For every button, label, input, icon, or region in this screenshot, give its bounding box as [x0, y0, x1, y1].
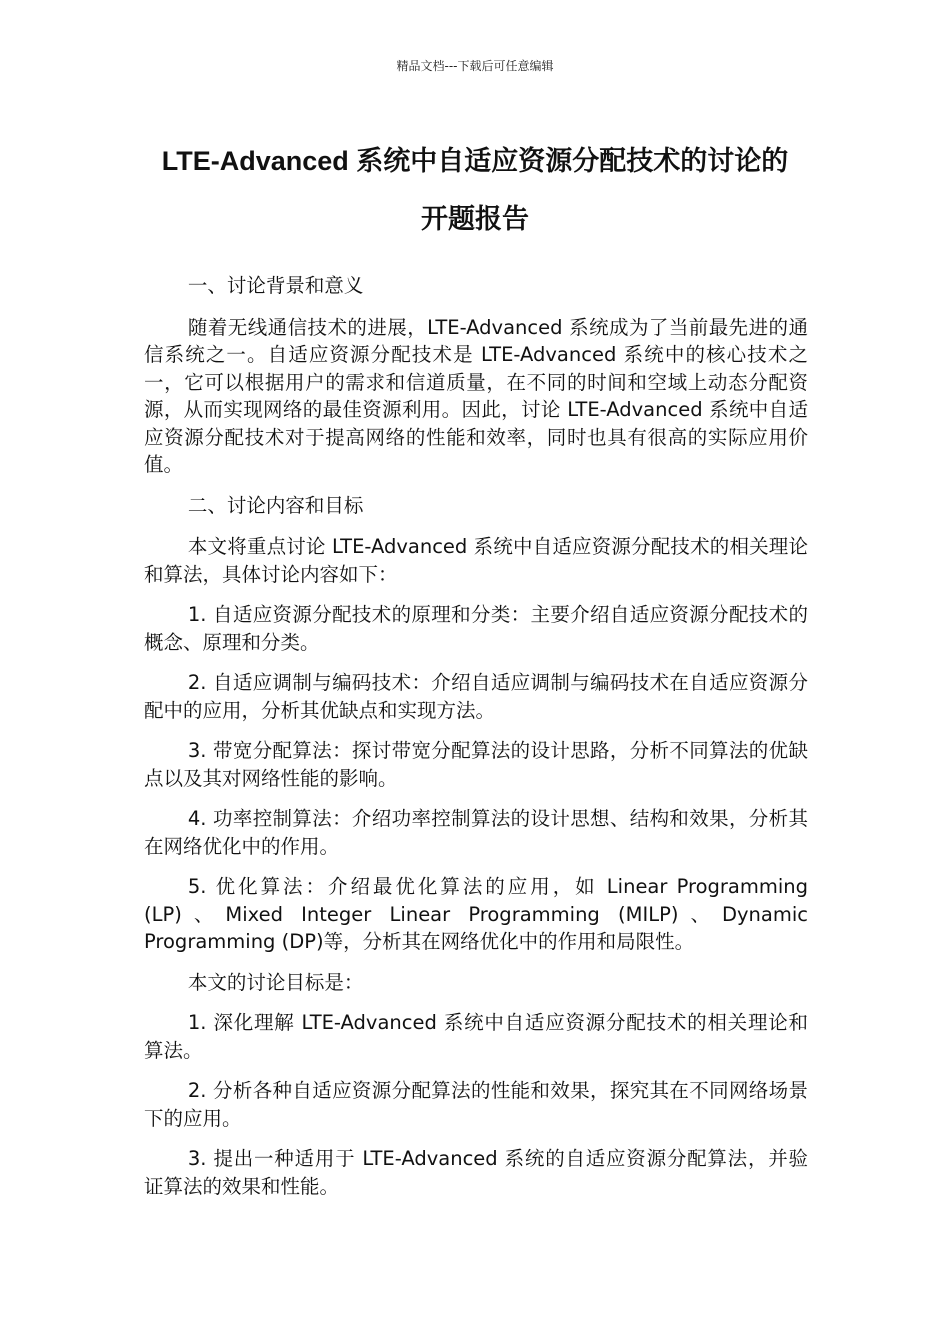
- content-item-4: 4. 功率控制算法：介绍功率控制算法的设计思想、结构和效果，分析其在网络优化中的作用。: [144, 807, 808, 858]
- content-item-5: 5. 优化算法：介绍最优化算法的应用，如 Linear Programming (LP)、Mixed Integer Linear Programming (MILP)、Dynamic Programming (DP)等，分析其在网络优化中的作用和局限性。: [144, 875, 808, 953]
- title-line-1: LTE-Advanced 系统中自适应资源分配技术的讨论的: [161, 146, 789, 176]
- title-line-2: 开题报告: [421, 204, 529, 234]
- content-item-3: 3. 带宽分配算法：探讨带宽分配算法的设计思路，分析不同算法的优缺点以及其对网络性能的影响。: [144, 739, 808, 790]
- goals-intro: 本文的讨论目标是：: [187, 970, 364, 994]
- content-item-1: 1. 自适应资源分配技术的原理和分类：主要介绍自适应资源分配技术的概念、原理和分类。: [144, 603, 808, 654]
- section-1-heading: 一、讨论背景和意义: [187, 274, 364, 297]
- goal-item-3: 3. 提出一种适用于 LTE-Advanced 系统的自适应资源分配算法，并验证算法的效果和性能。: [144, 1147, 808, 1198]
- goal-item-1: 1. 深化理解 LTE-Advanced 系统中自适应资源分配技术的相关理论和算法。: [144, 1011, 808, 1062]
- document-title: [120, 132, 830, 248]
- header-note: 精品文档---下载后可任意编辑: [396, 59, 554, 73]
- document-body: [144, 272, 808, 1213]
- content-item-2: 2. 自适应调制与编码技术：介绍自适应调制与编码技术在自适应资源分配中的应用，分析其优缺点和实现方法。: [144, 671, 808, 722]
- goal-item-2: 2. 分析各种自适应资源分配算法的性能和效果，探究其在不同网络场景下的应用。: [144, 1079, 808, 1130]
- section-2-heading: 二、讨论内容和目标: [187, 493, 364, 517]
- section-1-body: 随着无线通信技术的进展，LTE-Advanced 系统成为了当前最先进的通信系统之一。自适应资源分配技术是 LTE-Advanced 系统中的核心技术之一，它可以根据用户的需求和信道质量，在不同的时间和空域上动态分配资源，从而实现网络的最佳资源利用。因此，讨论 LTE-Advanced 系统中自适应资源分配技术对于提高网络的性能和效率，同时也具有很高的实际应用价值。: [144, 315, 808, 476]
- section-2-intro: 本文将重点讨论 LTE-Advanced 系统中自适应资源分配技术的相关理论和算法，具体讨论内容如下：: [144, 535, 808, 586]
